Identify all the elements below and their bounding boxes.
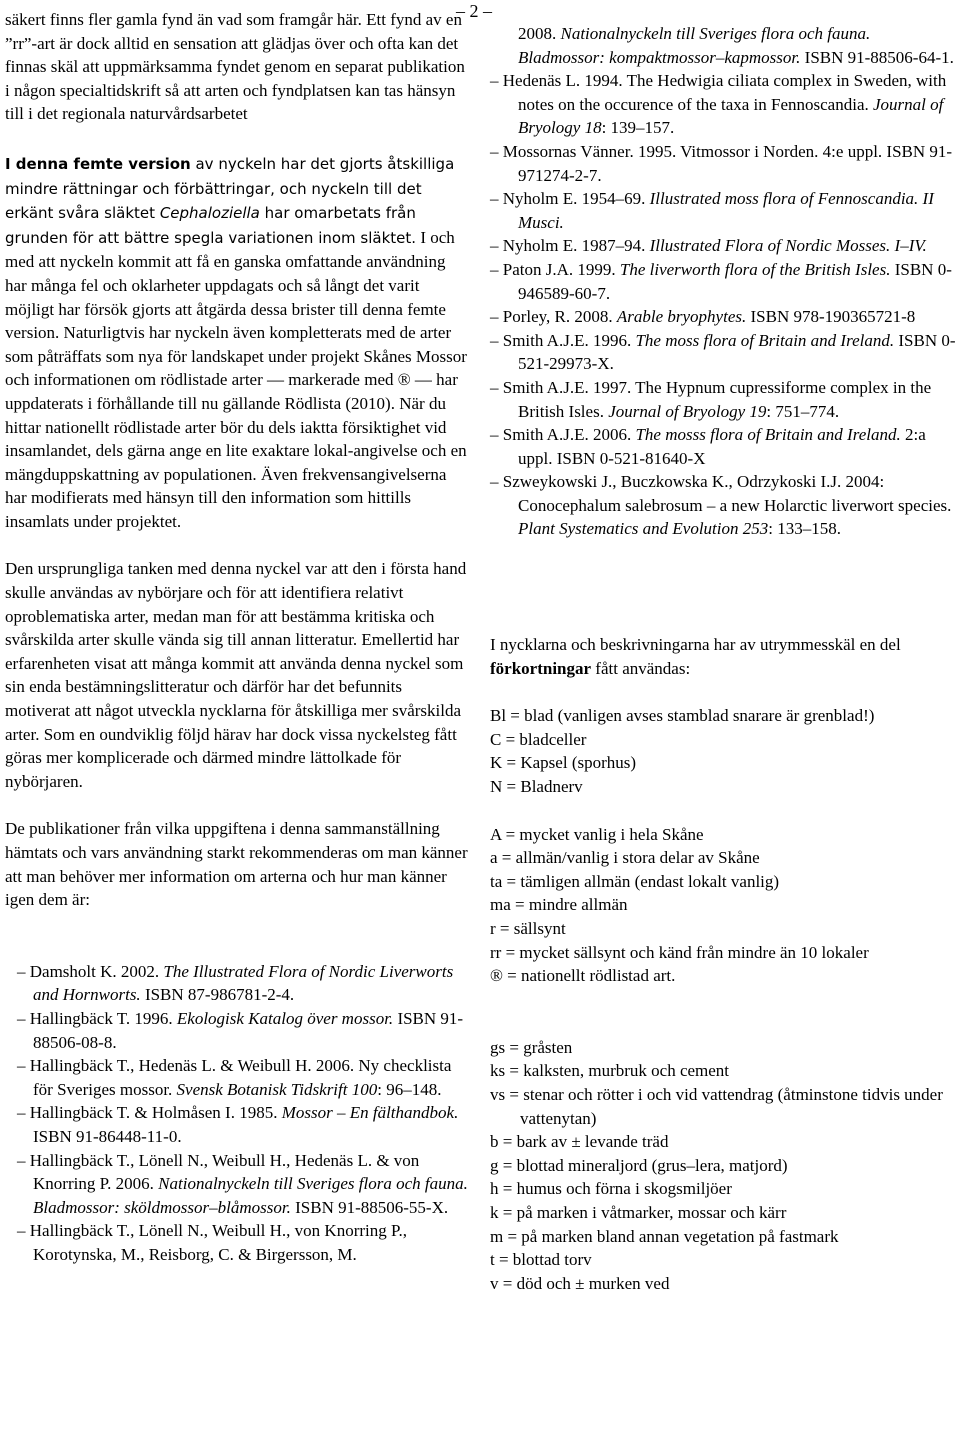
substrate-item: vs = stenar och rötter i och vid vattendrag (åtminstone tidvis under vattenytan): [490, 1084, 943, 1128]
right-column: [490, 0, 960, 1295]
substrate-item: ks = kalksten, murbruk och cement: [490, 1061, 730, 1081]
reference-item: – Porley, R. 2008. Arable bryophytes. ISBN 978-190365721-8: [490, 307, 916, 327]
frequency-list: [490, 823, 960, 988]
reference-item: – Smith A.J.E. 1997. The Hypnum cupressiforme complex in the British Isles. Journal of Bryology 19: 751–774.: [490, 377, 932, 421]
reference-item: – Smith A.J.E. 2006. The mosss flora of Britain and Ireland. 2:a uppl. ISBN 0-521-81640-X: [490, 425, 926, 468]
substrate-item: v = död och ± murken ved: [490, 1273, 670, 1293]
frequency-item: ® = nationellt rödlistad art.: [490, 966, 676, 986]
reference-item: – Szweykowski J., Buczkowska K., Odrzykoski I.J. 2004: Conocephalum salebrosum – a new Holarctic liverwort species. Plant Systematics and Evolution 253: 133–158.: [490, 472, 952, 539]
reference-item: – Paton J.A. 1999. The liverworth flora of the British Isles. ISBN 0-946589-60-7.: [490, 259, 952, 303]
reference-item: 2008. Nationalnyckeln till Sveriges flora och fauna. Bladmossor: kompaktmossor–kapmossor. ISBN 91-88506-64-1.: [518, 24, 954, 67]
reference-item: – Smith A.J.E. 1996. The moss flora of Britain and Ireland. ISBN 0-521-29973-X.: [490, 330, 956, 374]
left-column: [5, 0, 470, 1267]
reference-list-left: [5, 960, 470, 1267]
substrate-item: gs = gråsten: [490, 1037, 573, 1057]
reference-item: – Hallingbäck T., Hedenäs L. & Weibull H. 2006. Ny checklista för Sveriges mossor. Svensk Botanisk Tidskrift 100: 96–148.: [17, 1056, 452, 1099]
abbreviation-intro: I nycklarna och beskrivningarna har av utrymmesskäl en del förkortningar fått användas:: [490, 635, 901, 678]
reference-item: – Hallingbäck T. 1996. Ekologisk Katalog över mossor. ISBN 91-88506-08-8.: [17, 1008, 464, 1052]
substrate-item: h = humus och förna i skogsmiljöer: [490, 1179, 732, 1199]
frequency-item: r = sällsynt: [490, 919, 566, 938]
frequency-item: rr = mycket sällsynt och känd från mindre än 10 lokaler: [490, 942, 869, 962]
reference-item: – Nyholm E. 1987–94. Illustrated Flora of Nordic Mosses. I–IV.: [490, 236, 927, 256]
version-paragraph: [5, 152, 470, 534]
substrate-item: m = på marken bland annan vegetation på fastmark: [490, 1226, 839, 1246]
frequency-item: ma = mindre allmän: [490, 895, 628, 915]
genus-name: Cephaloziella: [159, 204, 260, 223]
version-body: I och med att nyckeln kommit att få en ganska omfattande användning har många fel och oklarheter uppdagats och så långt det varit möjligt har försök gjorts att åtgärda dessa brister till denna femte version. Naturligtvis har nyckeln även kompletterats med de arter som påträffats som nya för landskapet under projekt Skånes Mossor och informationen om rödlistade arter — markerade med ® — har uppdaterats i förhållande till nu gällande Rödlista (2010). När du hittar nationellt rödlistade arter bör du dels iaktta försiktighet vid insamlandet, dels gärna ange en lite exaktare lokal-angivelse och en mängduppskattning av populationen. Även frekvensangivelserna har modifierats med hänsyn till den information som hittills insamlats under projektet.: [5, 227, 467, 531]
substrate-item: k = på marken i våtmarker, mossar och kärr: [490, 1202, 787, 1222]
reference-list-right: [490, 22, 960, 541]
reference-item: – Nyholm E. 1954–69. Illustrated moss flora of Fennoscandia. II Musci.: [490, 189, 934, 232]
substrate-item: g = blottad mineraljord (grus–lera, matjord): [490, 1155, 788, 1175]
reference-item: – Mossornas Vänner. 1995. Vitmossor i Norden. 4:e uppl. ISBN 91-971274-2-7.: [490, 141, 953, 185]
abbreviation-item: Bl = blad (vanligen avses stamblad snarare är grenblad!): [490, 706, 875, 726]
frequency-item: a = allmän/vanlig i stora delar av Skåne: [490, 848, 760, 868]
reference-item: – Hallingbäck T. & Holmåsen I. 1985. Mossor – En fälthandbok. ISBN 91-86448-11-0.: [17, 1103, 459, 1146]
page-number: – 2 –: [456, 1, 492, 21]
reference-item: – Damsholt K. 2002. The Illustrated Flora of Nordic Liverworts and Hornworts. ISBN 87-986781-2-4.: [17, 961, 454, 1005]
intro-paragraph: säkert finns fler gamla fynd än vad som framgår här. Ett fynd av en ”rr”-art är dock alltid en sensation att glädjas över och ofta kan det finnas skäl att uppmärksamma fyndet genom en separat publikation i någon specialtidskrift så att arten och fyndplatsen kan tas hänsyn till i det regionala naturvårdsarbetet: [5, 10, 465, 124]
abbreviation-item: K = Kapsel (sporhus): [490, 753, 637, 773]
plant-parts-list: [490, 704, 960, 798]
reference-item: – Hallingbäck T., Lönell N., Weibull H., von Knorring P., Korotynska, M., Reisborg, C. & Birgersson, M.: [17, 1221, 408, 1264]
frequency-item: A = mycket vanlig i hela Skåne: [490, 824, 704, 844]
reference-item: – Hallingbäck T., Lönell N., Weibull H., Hedenäs L. & von Knorring P. 2006. Nationalnyckeln till Sveriges flora och fauna. Bladmossor: sköldmossor–blåmossor. ISBN 91-88506-55-X.: [17, 1150, 468, 1217]
substrate-list: [490, 1036, 960, 1296]
origin-paragraph: Den ursprungliga tanken med denna nyckel var att den i första hand skulle användas av nybörjare och för att identifiera relativt oproblematiska arter, medan man för att bestämma kritiska och svårskilda arter skulle vända sig till annan litteratur. Emellertid har erfarenheten visat att många kommit att använda denna nyckel som sin enda bestämningslitteratur och därför har det befunnits motiverat att något utveckla nycklarna för åtskilliga mer svårskilda arter. Som en oundviklig följd härav har dock vissa nyckelsteg fått göras mer komplicerade och därmed mindre lättolkade för nybörjaren.: [5, 559, 467, 791]
sources-paragraph: De publikationer från vilka uppgiftena i denna sammanställning hämtats och vars användning starkt rekommenderas om man känner att man behöver mer information om arterna och hur man känner igen dem är:: [5, 819, 468, 910]
reference-item: – Hedenäs L. 1994. The Hedwigia ciliata complex in Sweden, with notes on the occurence of the taxa in Fennoscandia. Journal of Bryology 18: 139–157.: [490, 71, 947, 138]
substrate-item: b = bark av ± levande träd: [490, 1132, 669, 1152]
frequency-item: ta = tämligen allmän (endast lokalt vanlig): [490, 871, 780, 891]
substrate-item: t = blottad torv: [490, 1250, 592, 1270]
abbreviation-item: C = bladceller: [490, 729, 587, 749]
abbreviation-item: N = Bladnerv: [490, 777, 583, 797]
version-lead: I denna femte version av nyckeln har det gjorts åtskilliga mindre rättningar och förbättringar, och nyckeln till det erkänt svåra släktet Cephaloziella har omarbetats från grunden för att bättre spegla variationen inom släktet.: [5, 154, 455, 247]
